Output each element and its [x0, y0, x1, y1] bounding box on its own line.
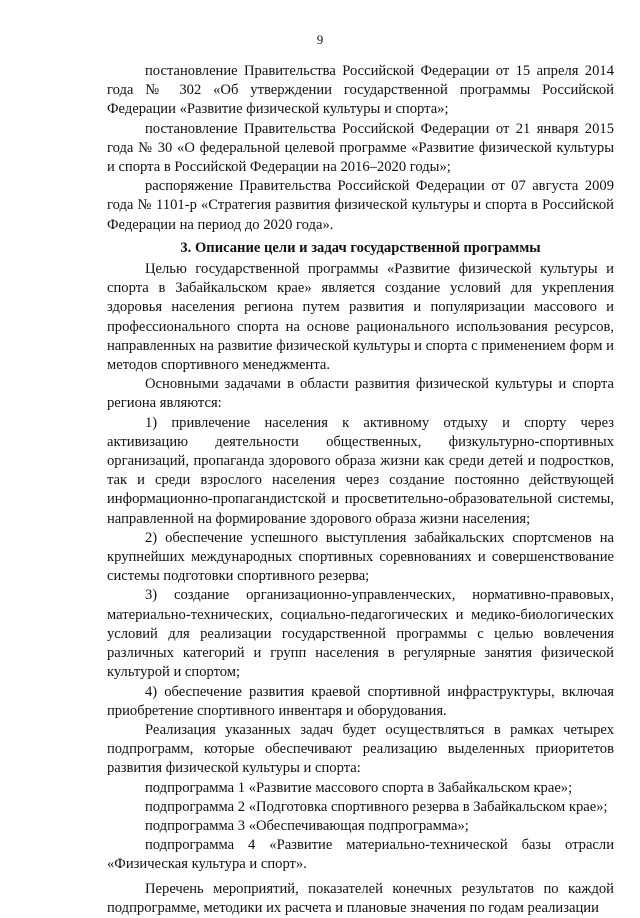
legal-ref-paragraph: постановление Правительства Российской Федерации от 15 апреля 2014 года № 302 «Об утверждении государственной программы Российской Федерации «Развитие физической культуры и спорта»;	[107, 63, 614, 118]
section-heading: 3. Описание цели и задач государственной программы	[180, 239, 541, 256]
task-item: 2) обеспечение успешного выступления забайкальских спортсменов на крупнейших международных спортивных соревнованиях и совершенствование системы подготовки спортивного резерва;	[107, 529, 614, 585]
task-item: 1) привлечение населения к активному отдыху и спорту через активизацию деятельности общественных, физкультурно-спортивных организаций, пропаганда здорового образа жизни как среди детей и подростков, так и среди взрослого населения через создание постоянно действующей информационно-пропагандистской и просветительно-образовательной системы, направленной на формирование здорового образа жизни населения;	[107, 414, 614, 527]
subprogram-item: подпрограмма 4 «Развитие материально-технической базы отрасли «Физическая культура и спорт».	[107, 837, 614, 873]
page-number: 9	[316, 32, 324, 47]
goal-paragraph: Целью государственной программы «Развитие физической культуры и спорта в Забайкальском крае» является создание условий для укрепления здоровья населения региона путем развития и популяризации массового и профессионального спорта на основе рационального использования ресурсов, направленных на развитие физической культуры и спорта с применением форм и методов спортивного менеджмента.	[107, 261, 614, 374]
task-item: 4) обеспечение развития краевой спортивной инфраструктуры, включая приобретение спортивного инвентаря и оборудования.	[107, 683, 614, 719]
document-body	[107, 62, 614, 918]
subprogram-item: подпрограмма 1 «Развитие массового спорта в Забайкальском крае»;	[145, 779, 573, 796]
implementation-paragraph: Реализация указанных задач будет осуществляться в рамках четырех подпрограмм, которые обеспечивают реализацию выделенных приоритетов развития физической культуры и спорта:	[107, 721, 614, 777]
tasks-intro-paragraph: Основными задачами в области развития физической культуры и спорта региона являются:	[107, 376, 614, 412]
closing-paragraph: Перечень мероприятий, показателей конечных результатов по каждой подпрограмме, методики их расчета и плановые значения по годам реализации	[107, 880, 614, 916]
subprogram-item: подпрограмма 2 «Подготовка спортивного резерва в Забайкальском крае»;	[145, 798, 608, 815]
task-item: 3) создание организационно-управленческих, нормативно-правовых, материально-технических, социально-педагогических и медико-биологических условий для реализации государственной программы с целью вовлечения различных категорий и групп населения в регулярные занятия физической культурой и спортом;	[107, 587, 614, 681]
subprogram-item: подпрограмма 3 «Обеспечивающая подпрограмма»;	[145, 817, 469, 834]
legal-ref-paragraph: постановление Правительства Российской Федерации от 21 января 2015 года № 30 «О федеральной целевой программе «Развитие физической культуры и спорта в Российской Федерации на 2016–2020 годы»;	[107, 120, 614, 176]
legal-ref-paragraph: распоряжение Правительства Российской Федерации от 07 августа 2009 года № 1101-р «Стратегия развития физической культуры и спорта в Российской Федерации на период до 2020 года».	[107, 178, 614, 233]
